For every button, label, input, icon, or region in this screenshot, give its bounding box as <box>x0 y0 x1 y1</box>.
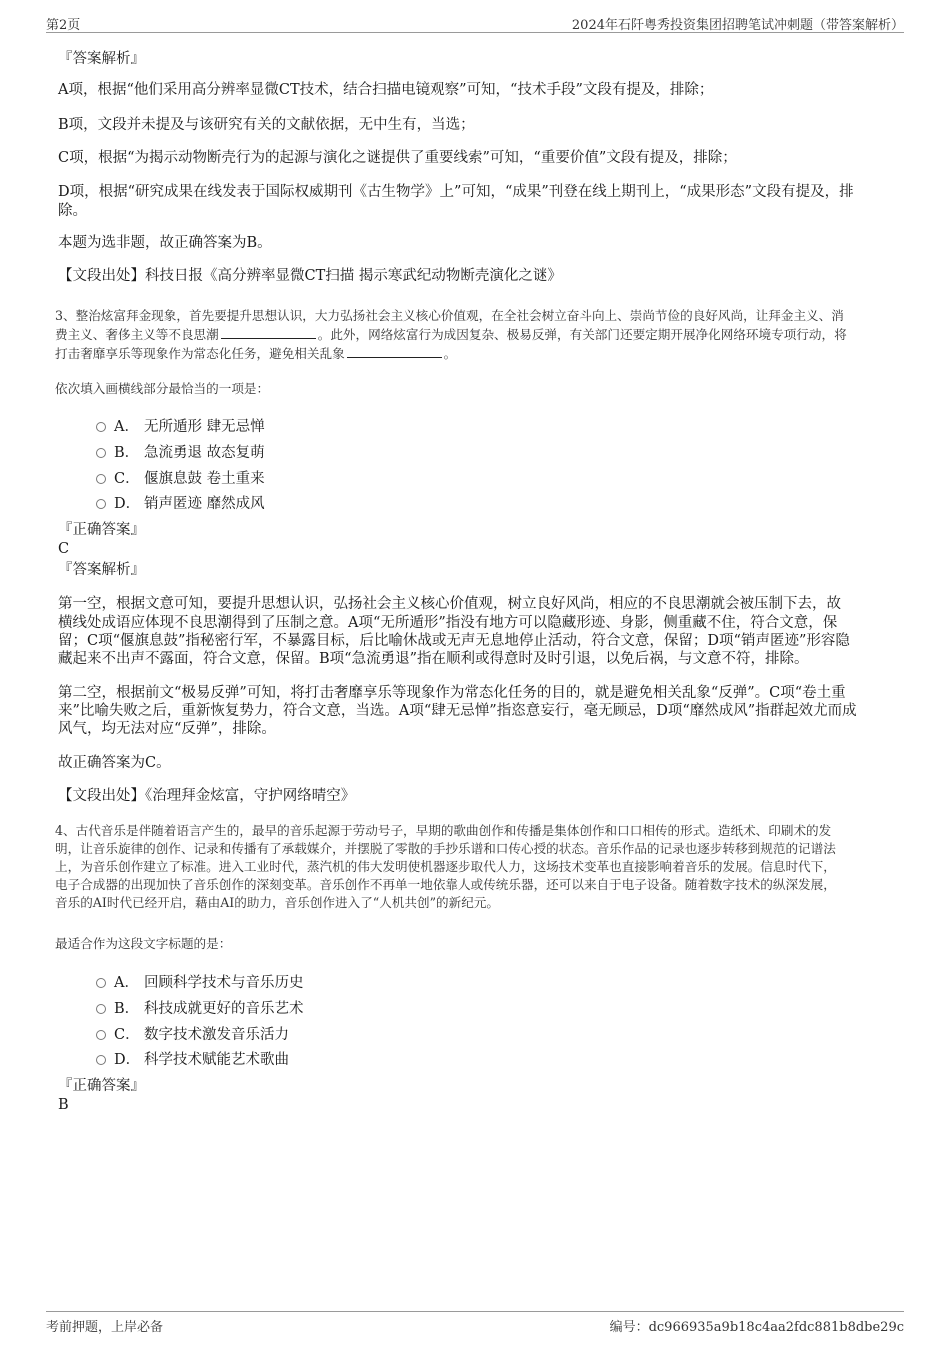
fill-blank-1 <box>221 326 316 339</box>
q4-stem-line1: 4、古代音乐是伴随着语言产生的，最早的音乐起源于劳动号子，早期的歌曲创作和传播是集体创作和口口相传的形式。造纸术、印刷术的发 <box>55 823 832 838</box>
radio-icon[interactable] <box>96 499 106 509</box>
radio-icon[interactable] <box>96 1055 106 1065</box>
q4-option-d[interactable] <box>96 1048 289 1069</box>
document-id: 编号：dc966935a9b18c4aa2fdc881b8dbe29c <box>609 1320 904 1335</box>
q3-para2-line1: 第二空，根据前文“极易反弹”可知，将打击奢靡享乐等现象作为常态化任务的目的，就是避免相关乱象“反弹”。C项“卷土重 <box>58 685 846 701</box>
q4-answer-label: 『正确答案』 <box>58 1078 145 1094</box>
q3-stem-line1: 3、整治炫富拜金现象，首先要提升思想认识，大力弘扬社会主义核心价值观，在全社会树立奋斗向上、崇尚节俭的良好风尚，让拜金主义、消 <box>55 308 844 323</box>
option-letter: D． <box>114 496 141 512</box>
q2-analysis-c: C项，根据“为揭示动物断壳行为的起源与演化之谜提供了重要线索”可知，“重要价值”文段有提及，排除； <box>58 150 737 166</box>
q3-analysis-label: 『答案解析』 <box>58 562 145 578</box>
page-footer <box>46 1311 904 1336</box>
q3-stem-line2 <box>55 326 847 344</box>
q3-stem-line3-part2: 。 <box>443 346 457 361</box>
q3-para1-line4: 藏起来不出声不露面，符合文意，保留。B项“急流勇退”指在顺利或得意时及时引退，以免后祸，与文意不符，排除。 <box>58 651 809 667</box>
radio-icon[interactable] <box>96 1030 106 1040</box>
option-letter: C． <box>114 1027 140 1043</box>
q3-answer: C <box>58 541 70 557</box>
option-letter: D． <box>114 1052 141 1068</box>
option-text: 科技成就更好的音乐艺术 <box>144 1001 304 1017</box>
footer-slogan: 考前押题，上岸必备 <box>46 1320 164 1335</box>
q4-stem-line2: 明，让音乐旋律的创作、记录和传播有了承载媒介，并摆脱了零散的手抄乐谱和口传心授的状态。音乐作品的记录也逐步转移到规范的记谱法 <box>55 841 836 856</box>
option-letter: A． <box>114 419 139 435</box>
q3-option-c[interactable] <box>96 467 265 488</box>
q3-conclusion: 故正确答案为C。 <box>58 755 171 771</box>
q4-answer: B <box>58 1097 69 1113</box>
q4-stem-line5: 音乐的AI时代已经开启，藉由AI的助力，音乐创作进入了“人机共创”的新纪元。 <box>55 895 500 910</box>
q2-source: 【文段出处】科技日报《高分辨率显微CT扫描 揭示寒武纪动物断壳演化之谜》 <box>58 268 562 284</box>
option-text: 急流勇退 故态复萌 <box>144 445 265 461</box>
option-text: 偃旗息鼓 卷土重来 <box>144 471 265 487</box>
option-letter: A． <box>114 975 139 991</box>
q3-para2-line2: 来”比喻失败之后，重新恢复势力，符合文意，当选。A项“肆无忌惮”指恣意妄行，毫无顾忌，D项“靡然成风”指群起效尤而成 <box>58 703 857 719</box>
q3-source: 【文段出处】《治理拜金炫富，守护网络晴空》 <box>58 788 356 804</box>
q3-para1-line3: 留；C项“偃旗息鼓”指秘密行军，不暴露目标，后比喻休战或无声无息地停止活动，符合文意，保留；D项“销声匿迹”形容隐 <box>58 633 850 649</box>
option-text: 无所遁形 肆无忌惮 <box>144 419 265 435</box>
q4-option-c[interactable] <box>96 1023 289 1044</box>
q3-option-a[interactable] <box>96 415 265 436</box>
page-header <box>46 12 904 33</box>
q2-conclusion: 本题为选非题，故正确答案为B。 <box>58 235 272 251</box>
q3-stem-line3 <box>55 345 456 363</box>
option-text: 回顾科学技术与音乐历史 <box>144 975 304 991</box>
q2-analysis-label: 『答案解析』 <box>58 51 145 67</box>
q3-prompt: 依次填入画横线部分最恰当的一项是： <box>55 381 270 396</box>
radio-icon[interactable] <box>96 978 106 988</box>
q2-analysis-a: A项，根据“他们采用高分辨率显微CT技术，结合扫描电镜观察”可知，“技术手段”文段有提及，排除； <box>58 82 714 98</box>
radio-icon[interactable] <box>96 1004 106 1014</box>
q2-analysis-b: B项，文段并未提及与该研究有关的文献依据，无中生有，当选； <box>58 117 475 133</box>
document-title: 2024年石阡粤秀投资集团招聘笔试冲刺题（带答案解析） <box>571 18 904 33</box>
q3-option-d[interactable] <box>96 492 265 513</box>
q4-option-a[interactable] <box>96 971 304 992</box>
option-text: 数字技术激发音乐活力 <box>144 1027 289 1043</box>
q3-para1-line2: 横线处成语应体现不良思潮得到了压制之意。A项“无所遁形”指没有地方可以隐藏形迹、身影，侧重藏不住，符合文意，保 <box>58 615 838 631</box>
option-letter: C． <box>114 471 140 487</box>
q3-para1-line1: 第一空，根据文意可知，要提升思想认识，弘扬社会主义核心价值观，树立良好风尚，相应的不良思潮就会被压制下去，故 <box>58 596 841 612</box>
radio-icon[interactable] <box>96 422 106 432</box>
q3-para2-line3: 风气，均无法对应“反弹”，排除。 <box>58 721 276 737</box>
radio-icon[interactable] <box>96 474 106 484</box>
option-letter: B． <box>114 445 140 461</box>
q4-option-b[interactable] <box>96 997 304 1018</box>
q2-analysis-d-line2: 除。 <box>58 203 87 219</box>
q4-stem-line3: 上，为音乐创作建立了标准。进入工业时代，蒸汽机的伟大发明使机器逐步取代人力，这场技术变革也直接影响着音乐的发展。信息时代下， <box>55 859 836 874</box>
q4-stem-line4: 电子合成器的出现加快了音乐创作的深刻变革。音乐创作不再单一地依靠人或传统乐器，还可以来自于电子设备。随着数字技术的纵深发展， <box>55 877 836 892</box>
q3-stem-line2-part1: 费主义、奢侈主义等不良思潮 <box>55 327 219 342</box>
q3-option-b[interactable] <box>96 441 265 462</box>
q3-answer-label: 『正确答案』 <box>58 522 145 538</box>
radio-icon[interactable] <box>96 448 106 458</box>
fill-blank-2 <box>347 345 442 358</box>
option-letter: B． <box>114 1001 140 1017</box>
page-number: 第2页 <box>46 18 81 33</box>
q4-prompt: 最适合作为这段文字标题的是： <box>55 936 232 951</box>
q3-stem-line3-part1: 打击奢靡享乐等现象作为常态化任务，避免相关乱象 <box>55 346 345 361</box>
option-text: 销声匿迹 靡然成风 <box>144 496 265 512</box>
option-text: 科学技术赋能艺术歌曲 <box>144 1052 289 1068</box>
q2-analysis-d-line1: D项，根据“研究成果在线发表于国际权威期刊《古生物学》上”可知，“成果”刊登在线上期刊上，“成果形态”文段有提及，排 <box>58 184 854 200</box>
q3-stem-line2-part2: 。此外，网络炫富行为成因复杂、极易反弹，有关部门还要定期开展净化网络环境专项行动，将 <box>317 327 847 342</box>
